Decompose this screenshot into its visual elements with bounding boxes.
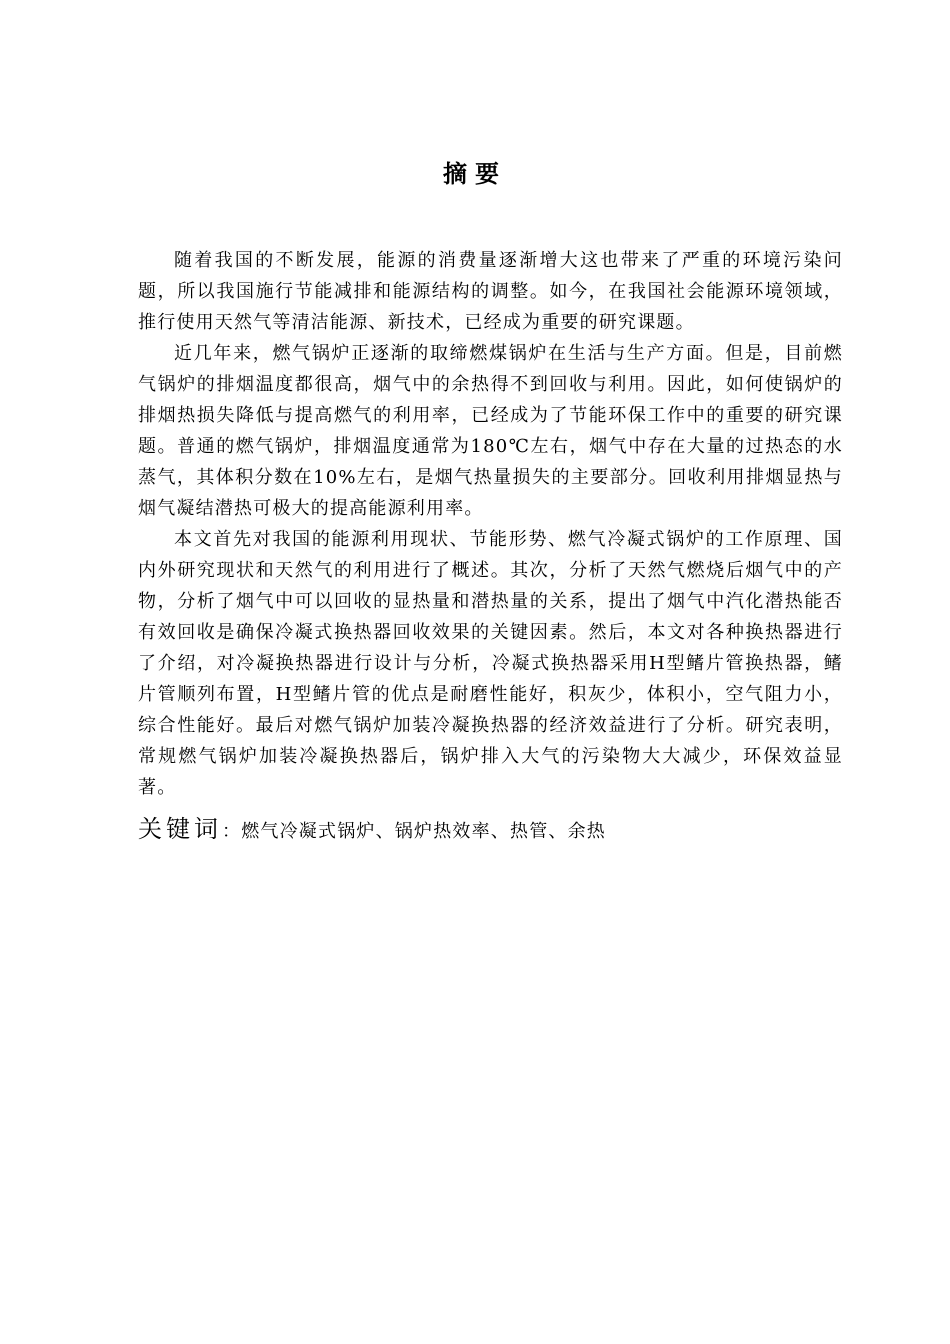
abstract-paragraph-2: 近几年来，燃气锅炉正逐渐的取缔燃煤锅炉在生活与生产方面。但是，目前燃气锅炉的排烟温度都很高，烟气中的余热得不到回收与利用。因此，如何使锅炉的排烟热损失降低与提高燃气的利用率，已经成为了节能环保工作中的重要的研究课题。普通的燃气锅炉，排烟温度通常为180℃左右，烟气中存在大量的过热态的水蒸气，其体积分数在10%左右，是烟气热量损失的主要部分。回收利用排烟显热与烟气凝结潜热可极大的提高能源利用率。 — [138, 343, 843, 519]
keywords-text: 燃气冷凝式锅炉、锅炉热效率、热管、余热 — [241, 821, 607, 842]
keywords-line — [138, 811, 843, 850]
abstract-paragraph-3: 本文首先对我国的能源利用现状、节能形势、燃气冷凝式锅炉的工作原理、国内外研究现状和天然气的利用进行了概述。其次，分析了天然气燃烧后烟气中的产物，分析了烟气中可以回收的显热量和潜热量的关系，提出了烟气中汽化潜热能否有效回收是确保冷凝式换热器回收效果的关键因素。然后，本文对各种换热器进行了介绍，对冷凝换热器进行设计与分析，冷凝式换热器采用H型鳍片管换热器，鳍片管顺列布置，H型鳍片管的优点是耐磨性能好，积灰少，体积小，空气阻力小，综合性能好。最后对燃气锅炉加装冷凝换热器的经济效益进行了分析。研究表明，常规燃气锅炉加装冷凝换热器后，锅炉排入大气的污染物大大减少，环保效益显著。 — [138, 529, 843, 798]
keywords-label: 关键词 — [138, 815, 222, 843]
abstract-paragraph-1: 随着我国的不断发展，能源的消费量逐渐增大这也带来了严重的环境污染问题，所以我国施行节能减排和能源结构的调整。如今，在我国社会能源环境领域，推行使用天然气等清洁能源、新技术，已经成为重要的研究课题。 — [138, 250, 843, 333]
page-title: 摘要 — [443, 160, 507, 188]
keywords-separator: ： — [222, 821, 242, 842]
abstract-body — [138, 245, 843, 850]
